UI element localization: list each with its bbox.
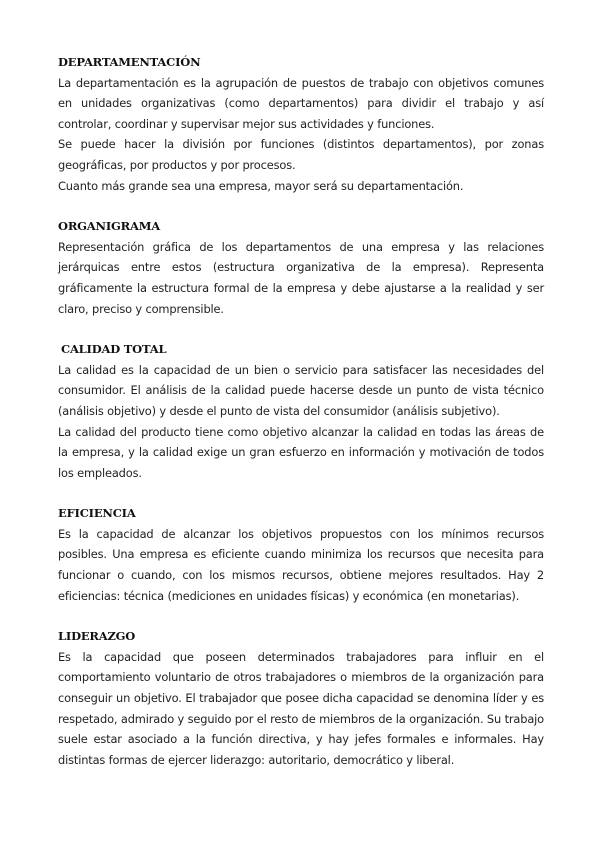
paragraph: Es la capacidad que poseen determinados trabajadores para influir en el comportamiento voluntario de otros trabajadores o miembros de la organización para conseguir un objetivo. El trabajador que posee dicha capacidad se denomina líder y es respetado, admirado y seguido por el resto de miembros de la organización. Su trabajo suele estar asociado a la función directiva, y hay jefes formales e informales. Hay distintas formas de ejercer liderazgo: autoritario, democrático y liberal. [58,649,544,767]
paragraph: Se puede hacer la división por funciones (distintos departamentos), por zonas geográficas, por productos y por procesos. [58,137,544,172]
section-heading: CALIDAD TOTAL [61,342,167,357]
section-departamentacion [58,52,544,196]
section-organigrama [58,216,544,319]
paragraph: Cuanto más grande sea una empresa, mayor será su departamentación. [58,178,464,193]
section-heading: DEPARTAMENTACIÓN [58,55,201,69]
section-calidad-total [58,339,544,483]
paragraph: Es la capacidad de alcanzar los objetivos propuestos con los mínimos recursos posibles. Una empresa es eficiente cuando minimiza los recursos que necesita para funcionar o cuando, con los mismos recursos, obtiene mejores resultados. Hay 2 eficiencias: técnica (mediciones en unidades físicas) y económica (en monetarias). [58,526,544,603]
paragraph: La departamentación es la agrupación de puestos de trabajo con objetivos comunes en unidades organizativas (como departamentos) para dividir el trabajo y así controlar, coordinar y supervisar mejor sus actividades y funciones. [58,75,544,131]
section-heading: ORGANIGRAMA [58,219,160,234]
section-heading: LIDERAZGO [58,629,136,644]
paragraph: La calidad es la capacidad de un bien o servicio para satisfacer las necesidades del consumidor. El análisis de la calidad puede hacerse desde un punto de vista técnico (análisis objetivo) y desde el punto de vista del consumidor (análisis subjetivo). [58,362,544,418]
paragraph: Representación gráfica de los departamentos de una empresa y las relaciones jerárquicas entre estos (estructura organizativa de la empresa). Representa gráficamente la estructura formal de la empresa y debe ajustarse a la realidad y ser claro, preciso y comprensible. [58,239,544,316]
paragraph: La calidad del producto tiene como objetivo alcanzar la calidad en todas las áreas de la empresa, y la calidad exige un gran esfuerzo en información y motivación de todos los empleados. [58,424,544,480]
document-page [58,52,544,790]
section-eficiencia [58,503,544,606]
section-heading: EFICIENCIA [58,506,136,521]
section-liderazgo [58,626,544,770]
